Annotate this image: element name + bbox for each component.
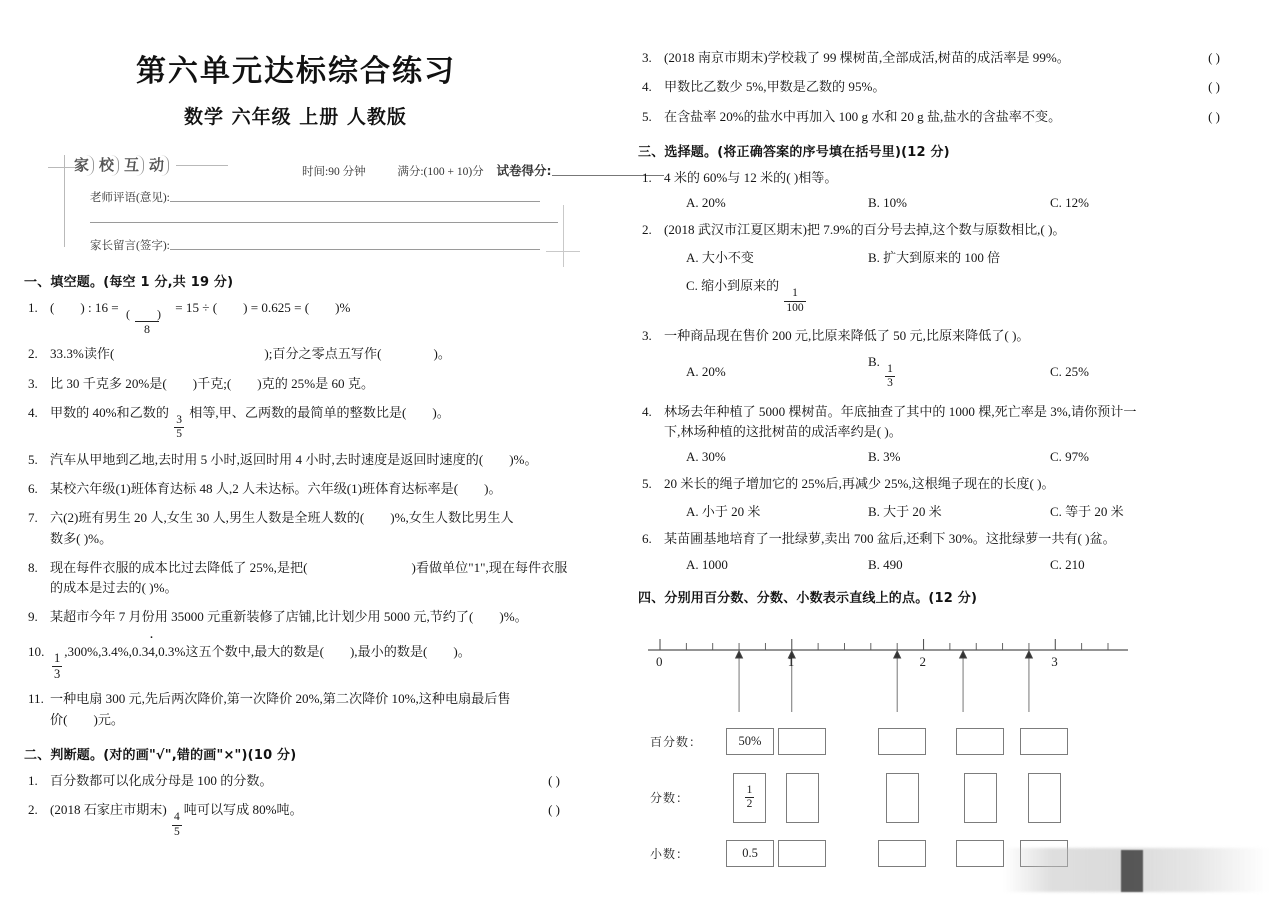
mc4-option-b[interactable]: B. 3% [868, 449, 901, 465]
mc2-options-row2 [638, 275, 1250, 314]
q2-text-c: )。 [433, 346, 451, 362]
tf3-prefix: (2018 南京市期末) [664, 50, 768, 65]
question-1-11 [24, 689, 590, 730]
q1-part5: )% [335, 300, 351, 315]
mc5-num: 5. [642, 476, 652, 492]
q5-text-a: 汽车从甲地到乙地,去时用 5 小时,返回时用 4 小时,去时速度是返回时速度的( [50, 451, 484, 467]
fraction-box-4[interactable] [964, 773, 997, 823]
mc1-options [638, 195, 1250, 211]
header-left-rule [64, 155, 65, 247]
mc2-frac-denominator: 100 [786, 301, 804, 314]
q11-line1: 一种电扇 300 元,先后两次降价,第一次降价 20%,第二次降价 10%,这种电扇最后售 [50, 691, 511, 707]
teacher-comment-field [90, 189, 558, 205]
percent-box-2[interactable] [778, 728, 826, 755]
mc-question-2 [638, 220, 1250, 240]
decimal-box-2[interactable] [778, 840, 826, 867]
mc6-option-c[interactable]: C. 210 [1050, 556, 1085, 572]
parent-signature-blank[interactable] [170, 240, 540, 250]
percent-box-4[interactable] [956, 728, 1004, 755]
percent-box-5[interactable] [1020, 728, 1068, 755]
badge-trailing-line [176, 165, 228, 166]
tf1-num: 1. [28, 772, 38, 788]
mc2-option-c-label: C. 缩小到原来的 [686, 278, 780, 294]
tf2-prefix: (2018 石家庄市期末) [50, 802, 167, 818]
svg-text:3: 3 [1051, 653, 1058, 669]
mc1-option-c[interactable]: C. 12% [1050, 195, 1089, 211]
tf-question-4 [638, 77, 1250, 97]
fraction-row [638, 770, 1250, 826]
mc3-text: 一种商品现在售价 200 元,比原来降低了 50 元,比原来降低了( )。 [664, 328, 1030, 344]
tf3-answer-box[interactable]: ( ) [1208, 50, 1220, 65]
q10-frac-numerator: 1 [54, 651, 61, 666]
tf3-text: 学校栽了 99 棵树苗,全部成活,树苗的成活率是 99%。 [767, 50, 1070, 65]
tf-question-3 [638, 48, 1250, 68]
tf-question-5 [638, 107, 1250, 127]
badge-char-2: 校 [97, 155, 119, 176]
tf5-text: 在含盐率 20%的盐水中再加入 100 g 水和 20 g 盐,盐水的含盐率不变。 [664, 108, 1062, 124]
mc3-option-b-label: B. [868, 353, 880, 369]
tf-question-1 [24, 771, 590, 791]
mc2-options-row1 [638, 247, 1250, 266]
page-watermark-bar [1121, 850, 1143, 892]
mc6-option-b[interactable]: B. 490 [868, 556, 903, 572]
mc4-options [638, 449, 1250, 465]
tf1-answer-box[interactable]: ( ) [548, 772, 560, 788]
section-2-heading: 二、判断题。(对的画"√",错的画"×")(10 分) [24, 747, 297, 763]
q6-text-a: 某校六年级(1)班体育达标 48 人,2 人未达标。六年级(1)班体育达标率是( [50, 481, 459, 497]
mc5-option-a[interactable]: A. 小于 20 米 [686, 504, 761, 520]
mc2-option-b[interactable]: B. 扩大到原来的 100 倍 [868, 250, 1001, 266]
q1-frac-denominator: 8 [135, 321, 159, 335]
mc1-option-a[interactable]: A. 20% [686, 195, 726, 211]
decimal-row-label: 小数： [650, 847, 690, 862]
question-1-3 [24, 374, 590, 394]
fraction-row-label: 分数： [650, 791, 690, 806]
right-column [620, 0, 1280, 904]
question-1-5 [24, 450, 590, 470]
teacher-comment-blank[interactable] [170, 192, 540, 202]
mc-question-3 [638, 326, 1250, 346]
tf2-num: 2. [28, 802, 38, 818]
decimal-box-4[interactable] [956, 840, 1004, 867]
tf5-num: 5. [642, 108, 652, 124]
parent-signature-field [90, 237, 558, 253]
q4-frac-numerator: 3 [176, 413, 182, 426]
mc2-text: (2018 武汉市江夏区期末)把 7.9%的百分号去掉,这个数与原数相比,( )。 [664, 222, 1066, 238]
home-school-badge [72, 155, 228, 176]
q3-num: 3. [28, 375, 38, 391]
fraction-box-1-denominator: 2 [746, 798, 753, 811]
header-info-box [32, 153, 582, 257]
mc5-option-c[interactable]: C. 等于 20 米 [1050, 504, 1124, 520]
question-1-6 [24, 479, 590, 499]
q6-text-b: )。 [484, 481, 502, 497]
page-subtitle: 数学 六年级 上册 人教版 [184, 106, 407, 128]
q4-text-a: 甲数的 40%和乙数的 [50, 404, 169, 420]
mc3-frac-numerator: 1 [887, 362, 893, 375]
page-title: 第六单元达标综合练习 [136, 54, 456, 89]
q5-text-b: )%。 [509, 451, 538, 467]
mc-question-5 [638, 474, 1250, 494]
tf2-frac-numerator: 4 [174, 811, 180, 824]
tf2-frac-denominator: 5 [174, 825, 180, 838]
q10-text-c: ),最小的数是( [349, 643, 428, 659]
teacher-comment-blank-2[interactable] [90, 213, 558, 223]
svg-text:0: 0 [656, 653, 663, 669]
exam-full-score: 满分:(100 + 10)分 [397, 166, 484, 178]
number-line-diagram [638, 620, 1250, 712]
question-1-8 [24, 558, 590, 599]
fraction-box-3[interactable] [886, 773, 919, 823]
section-3-heading: 三、选择题。(将正确答案的序号填在括号里)(12 分) [638, 144, 950, 160]
mc4-num: 4. [642, 403, 652, 419]
mc3-option-c[interactable]: C. 25% [1050, 363, 1089, 379]
mc6-text: 某苗圃基地培育了一批绿萝,卖出 700 盆后,还剩下 30%。这批绿萝一共有( )盆。 [664, 531, 1116, 547]
q10-text-b: ,0.3%这五个数中,最大的数是( [154, 643, 324, 659]
mc2-num: 2. [642, 222, 652, 238]
mc-question-4 [638, 402, 1250, 443]
mc6-option-a[interactable]: A. 1000 [686, 556, 728, 572]
decimal-box-3[interactable] [878, 840, 926, 867]
parent-signature-label: 家长留言(签字): [90, 240, 170, 252]
fraction-box-1[interactable] [733, 773, 766, 823]
question-1-1 [24, 298, 590, 335]
badge-char-1: 家 [72, 155, 94, 176]
teacher-comment-label: 老师评语(意见): [90, 192, 170, 204]
q8-num: 8. [28, 559, 38, 575]
mc1-option-b[interactable]: B. 10% [868, 195, 907, 211]
badge-char-3: 互 [122, 155, 144, 176]
q7-line1-b: )%,女生人数比男生人 [390, 510, 514, 526]
q1-num: 1. [28, 300, 38, 315]
q9-text-b: )%。 [499, 609, 528, 625]
q2-text-a: 33.3%读作( [50, 346, 115, 362]
q1-part4: ) = 0.625 = ( [243, 300, 310, 315]
q7-line2: 数多( )%。 [50, 530, 113, 546]
fraction-box-2[interactable] [786, 773, 819, 823]
fraction-box-1-value [745, 785, 755, 811]
question-1-9 [24, 607, 590, 627]
tf2-fraction [172, 812, 182, 838]
question-1-10 [24, 642, 590, 681]
q4-fraction [174, 415, 184, 441]
mc4-option-c[interactable]: C. 97% [1050, 449, 1089, 465]
percent-row-label: 百分数： [650, 735, 703, 750]
fraction-box-1-numerator: 1 [746, 783, 753, 796]
q2-num: 2. [28, 346, 38, 362]
mc4-line2: 下,林场种植的这批树苗的成活率约是( )。 [664, 423, 902, 439]
mc3-option-a[interactable]: A. 20% [686, 363, 726, 379]
score-label: 试卷得分: [496, 163, 552, 178]
mc4-line1: 林场去年种植了 5000 棵树苗。年底抽查了其中的 1000 棵,死亡率是 3%,请你预计一 [664, 403, 1137, 419]
mc3-option-b[interactable] [868, 354, 1050, 390]
badge-char-4: 动 [147, 155, 169, 176]
q10-text-d: )。 [453, 643, 471, 659]
q8-line1-a: 现在每件衣服的成本比过去降低了 25%,是把( [50, 559, 308, 575]
mc6-options [638, 557, 1250, 573]
tf2-answer-box[interactable]: ( ) [548, 802, 560, 818]
tf4-answer-box[interactable]: ( ) [1208, 79, 1220, 95]
q1-frac-numerator-blank[interactable]: ( ) [125, 307, 168, 322]
q3-text-c: )克的 25%是 60 克。 [257, 375, 375, 391]
q9-text-a: 某超市今年 7 月份用 35000 元重新装修了店铺,比计划少用 5000 元,节约了( [50, 609, 474, 625]
mc-question-1 [638, 168, 1250, 188]
q4-text-c: )。 [432, 404, 450, 420]
mc2-option-c[interactable] [686, 275, 946, 314]
svg-text:2: 2 [919, 653, 927, 669]
mc2-option-c-fraction [784, 288, 805, 314]
q6-num: 6. [28, 481, 38, 497]
percent-row [638, 714, 1250, 770]
q7-line1-a: 六(2)班有男生 20 人,女生 30 人,男生人数是全班人数的( [50, 510, 365, 526]
mc3-num: 3. [642, 328, 652, 344]
mc5-text: 20 米长的绳子增加它的 25%后,再减少 25%,这根绳子现在的长度( )。 [664, 476, 1055, 492]
exam-time: 时间:90 分钟 [302, 166, 366, 178]
header-right-rule [563, 205, 564, 267]
mc-question-6 [638, 529, 1250, 549]
tf4-num: 4. [642, 79, 652, 95]
mc1-text: 4 米的 60%与 12 米的( )相等。 [664, 169, 838, 185]
q10-text-a: ,300%,3.4%,0.3 [64, 643, 149, 659]
tf5-answer-box[interactable]: ( ) [1208, 108, 1220, 124]
tf4-text: 甲数比乙数少 5%,甲数是乙数的 95%。 [664, 79, 886, 95]
tf1-text: 百分数都可以化成分母是 100 的分数。 [50, 772, 273, 788]
q9-num: 9. [28, 609, 38, 625]
q11-line2-a: 价( [50, 711, 68, 727]
tf3-num: 3. [642, 50, 652, 65]
left-column [0, 0, 620, 904]
q1-part2: ) : 16 = [80, 300, 119, 315]
mc5-options [638, 501, 1250, 520]
mc3-frac-denominator: 3 [887, 377, 893, 390]
q1-fraction [125, 308, 169, 335]
percent-box-3[interactable] [878, 728, 926, 755]
mc5-option-b[interactable]: B. 大于 20 米 [868, 504, 942, 520]
section-4-heading: 四、分别用百分数、分数、小数表示直线上的点。(12 分) [638, 590, 978, 606]
q4-text-b: 相等,甲、乙两数的最简单的整数比是( [189, 404, 407, 420]
tf2-suffix: 吨可以写成 80%吨。 [183, 802, 303, 818]
q11-num: 11. [28, 691, 44, 707]
q10-fraction [52, 652, 62, 680]
q10-repeating-digit: 4 · [148, 642, 155, 662]
mc4-option-a[interactable]: A. 30% [686, 449, 726, 465]
q3-text-a: 比 30 千克多 20%是( [50, 375, 167, 391]
teacher-comment-line2 [90, 213, 558, 225]
q2-text-b: );百分之零点五写作( [264, 346, 382, 362]
question-1-2 [24, 344, 590, 364]
section-1-heading: 一、填空题。(每空 1 分,共 19 分) [24, 275, 234, 290]
q4-frac-denominator: 5 [176, 428, 182, 441]
q8-line1-b: )看做单位"1",现在每件衣服 [411, 559, 568, 575]
q1-part1: ( [50, 300, 55, 315]
decimal-box-1[interactable]: 0.5 [726, 840, 774, 867]
question-1-7 [24, 508, 590, 549]
q10-num: 10. [28, 643, 45, 659]
percent-box-1[interactable]: 50% [726, 728, 774, 755]
q4-num: 4. [28, 404, 38, 420]
mc1-num: 1. [642, 169, 652, 185]
fraction-box-5[interactable] [1028, 773, 1061, 823]
mc3-option-b-fraction [885, 364, 895, 390]
q1-part3: = 15 ÷ ( [175, 300, 218, 315]
question-1-4 [24, 403, 590, 441]
svg-text:1: 1 [787, 653, 795, 669]
q10-frac-denominator: 3 [54, 666, 61, 681]
exam-meta [302, 161, 664, 179]
number-line-svg [638, 620, 1238, 712]
q8-line2: 的成本是过去的( )%。 [50, 580, 178, 596]
mc2-option-a[interactable]: A. 大小不变 [686, 250, 754, 266]
q11-line2 [50, 710, 590, 730]
q7-num: 7. [28, 510, 38, 526]
mc2-frac-numerator: 1 [792, 287, 798, 300]
tf-question-2 [24, 800, 590, 838]
mc3-options [638, 354, 1250, 390]
mc6-num: 6. [642, 531, 652, 547]
q11-line2-b: )元。 [93, 711, 125, 727]
q5-num: 5. [28, 451, 38, 467]
q3-text-b: )千克;( [192, 375, 232, 391]
